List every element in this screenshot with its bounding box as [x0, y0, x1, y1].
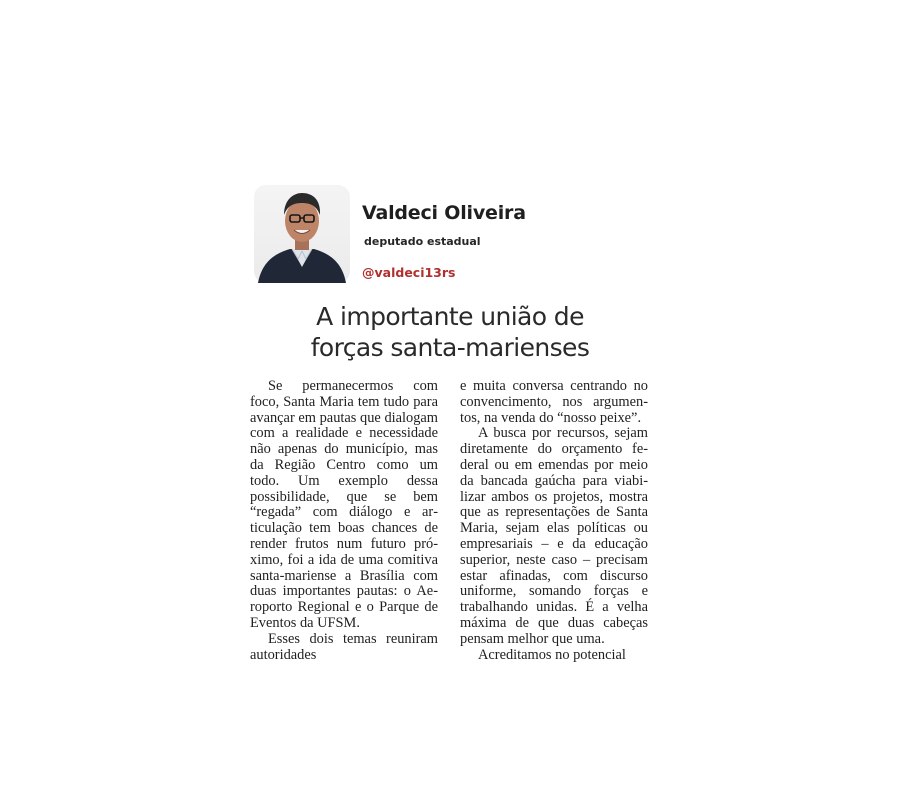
article-paragraph: Esses dois temas reuniram autoridades [250, 630, 438, 663]
article-paragraph: Acreditamos no potencial [478, 646, 626, 663]
newspaper-column-clipping [250, 182, 660, 663]
author-role: deputado estadual [364, 235, 481, 248]
article-headline [250, 301, 650, 363]
article-paragraph: A busca por recursos, sejam diretamente do orçamento federal ou em emendas por meio da bancada gaúcha para viabilizar ambos os projetos, mostra que as representações de Santa Maria, sejam elas políticas ou empresariais – e da educação superior, neste caso – precisam estar afinadas, com discurso uniforme, somando forças e trabalhando unidas. É a velha máxima de que duas cabeças pensam melhor que uma. [460, 425, 648, 647]
article-column-2 [460, 379, 648, 663]
author-name: Valdeci Oliveira [362, 202, 526, 224]
article-paragraph: e muita conversa centrando no convencimento, nos argumentos, na venda do “nosso peixe”. [460, 378, 648, 426]
author-social-handle: @valdeci13rs [362, 265, 456, 280]
article-column-1 [250, 379, 438, 663]
headline-line-2: forças santa-marienses [310, 333, 590, 362]
article-paragraph: Se permanecermos com foco, Santa Maria tem tudo para avançar em pautas que dialogam com a realidade e necessidade não apenas do município, mas da Região Centro como um todo. Um exemplo dessa possibilidade, que se bem “regada” com diálogo e articulação tem boas chances de render frutos num futuro próximo, foi a ida de uma comitiva santa-mariense a Brasília com duas importantes pautas: o Aeroporto Regional e o Parque de Eventos da UFSM. [250, 378, 438, 631]
author-photo [254, 185, 350, 283]
author-portrait-image [254, 185, 350, 283]
headline-line-1: A importante união de [316, 302, 584, 331]
